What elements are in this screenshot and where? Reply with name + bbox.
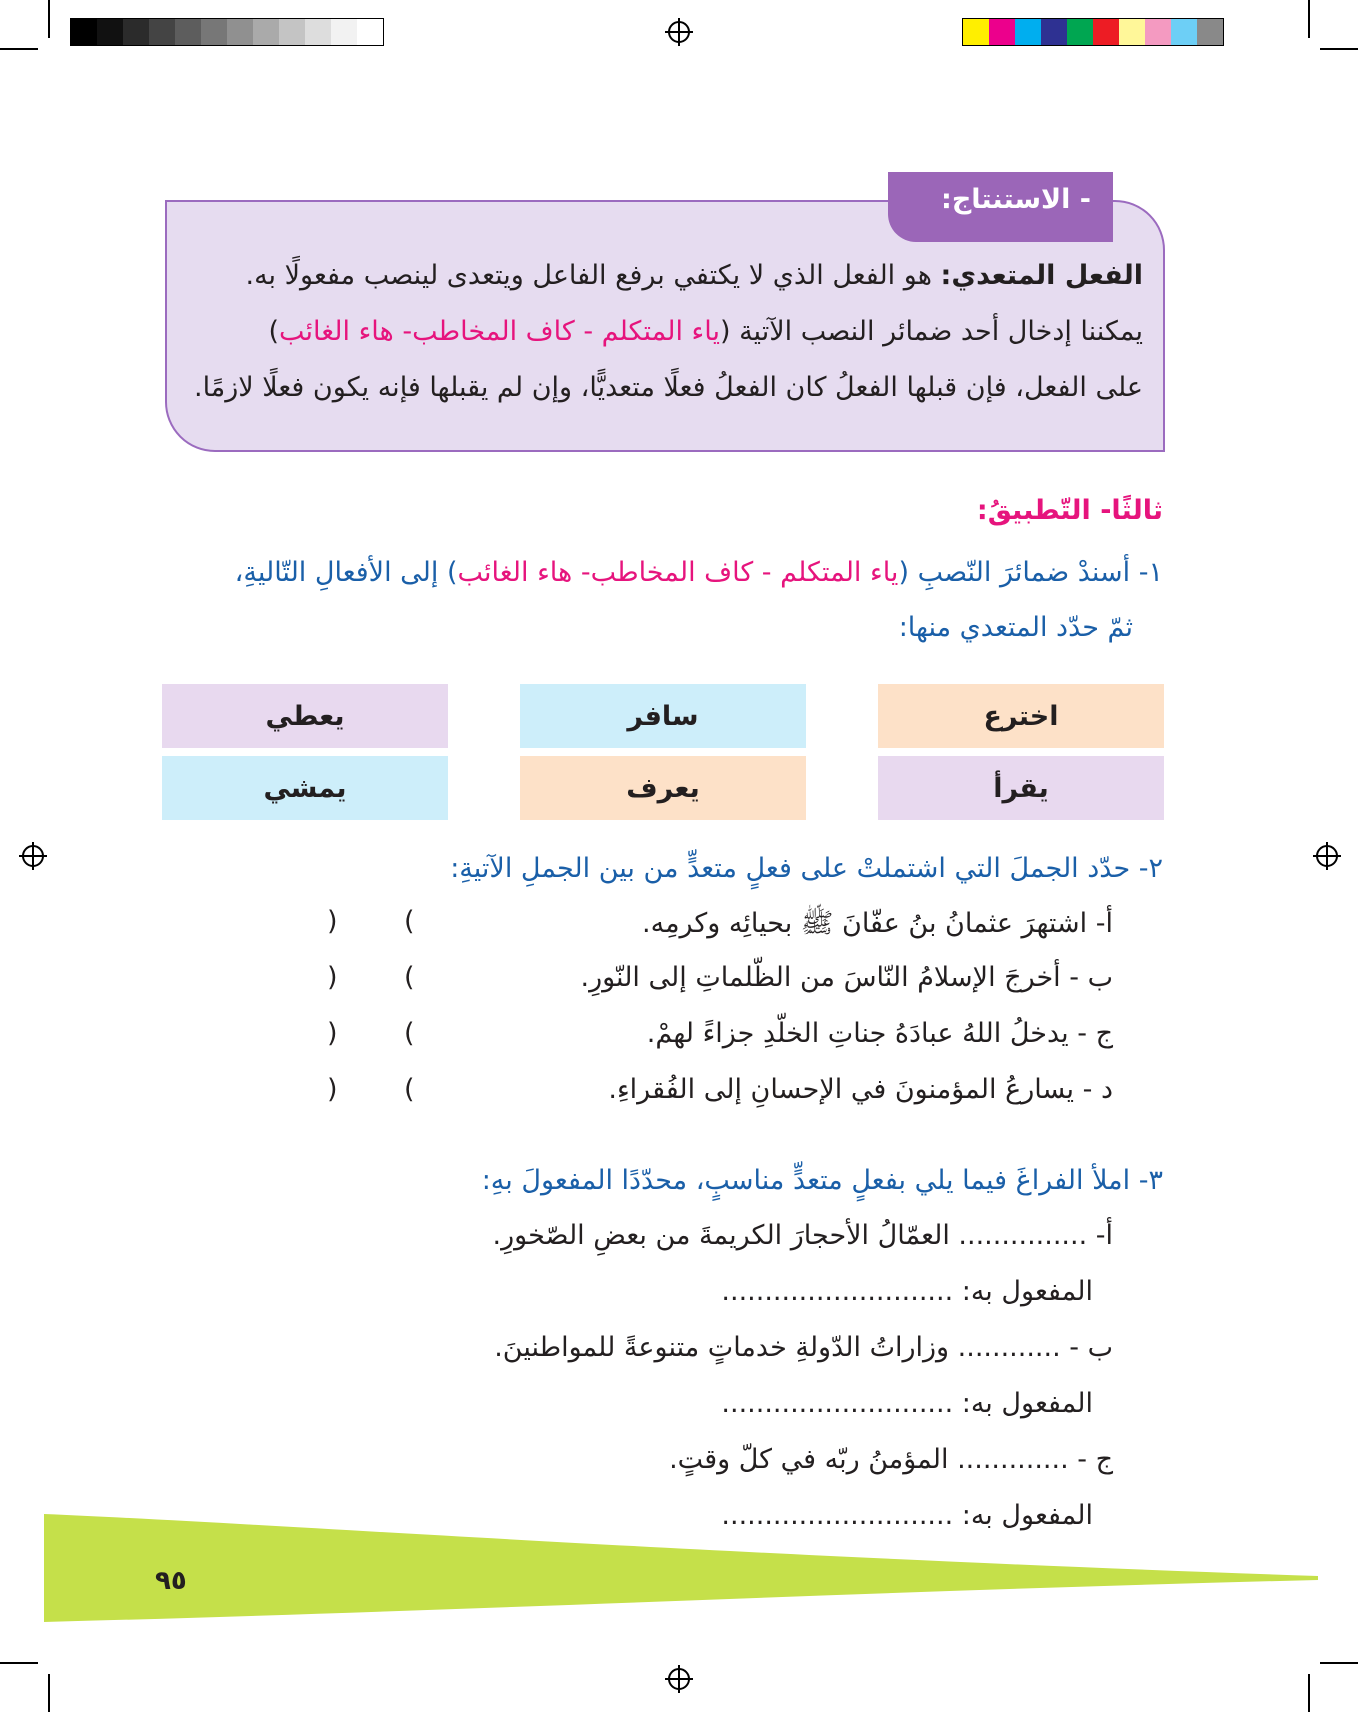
answer-paren-open: ( (404, 962, 415, 993)
question-3-heading: ٣- املأ الفراغَ فيما يلي بفعلٍ متعدٍّ مناسبٍ، محدّدًا المفعولَ بهِ: (481, 1165, 1163, 1196)
conclusion-line-3: على الفعل، فإن قبلها الفعلُ كان الفعلُ فعلًا متعديًّا، وإن لم يقبلها فإنه يكون فعلًا لازمًا. (194, 372, 1143, 403)
verb-cell: يعرف (520, 756, 806, 820)
conclusion-line2-end: ) (268, 316, 280, 347)
answer-paren-close: ) (327, 1074, 338, 1105)
object-label: المفعول به: ........................... (721, 1276, 1093, 1307)
conclusion-term: الفعل المتعدي: (940, 260, 1143, 291)
q1-start: ١- أسندْ ضمائرَ النّصبِ ( (898, 557, 1163, 588)
verb-cell: اخترع (878, 684, 1164, 748)
answer-paren-close: ) (327, 962, 338, 993)
q3-item: ج - ............. المؤمنُ ربّه في كلّ وقتٍ. (669, 1444, 1113, 1475)
answer-paren-open: ( (404, 906, 415, 937)
verb-cell: يعطي (162, 684, 448, 748)
pronouns-highlight: ياء المتكلم - كاف المخاطب- هاء الغائب (279, 316, 720, 347)
answer-paren-open: ( (404, 1074, 415, 1105)
answer-paren-open: ( (404, 1018, 415, 1049)
application-heading: ثالثًا- التّطبيقُ: (976, 495, 1163, 526)
verb-cell: يقرأ (878, 756, 1164, 820)
q2-item: ب - أخرجَ الإسلامُ النّاسَ من الظّلماتِ إلى النّورِ. (580, 962, 1113, 993)
q2-item: أ- اشتهرَ عثمانُ بنُ عفّانَ ﷺ بحيائِه وكرمِه. (642, 908, 1113, 939)
verb-cell: يمشي (162, 756, 448, 820)
conclusion-definition: هو الفعل الذي لا يكتفي برفع الفاعل ويتعدى لينصب مفعولًا به. (245, 260, 941, 291)
conclusion-heading: - الاستنتاج: (941, 184, 1091, 215)
answer-paren-close: ) (327, 1018, 338, 1049)
q1-pronouns: ياء المتكلم - كاف المخاطب- هاء الغائب (457, 557, 899, 588)
page-number: ٩٥ (155, 1566, 187, 1596)
verb-cell: سافر (520, 684, 806, 748)
q3-item: ب - ............ وزاراتُ الدّولةِ خدماتٍ متنوعةً للمواطنينَ. (494, 1332, 1113, 1363)
q3-item: أ- ............... العمّالُ الأحجارَ الكريمةَ من بعضِ الصّخورِ. (492, 1220, 1113, 1251)
question-2-heading: ٢- حدّد الجملَ التي اشتملتْ على فعلٍ متعدٍّ من بين الجملِ الآتيةِ: (450, 853, 1163, 884)
q1-end: ) إلى الأفعالِ التّاليةِ، (234, 557, 458, 588)
answer-paren-close: ) (327, 906, 338, 937)
conclusion-line2-start: يمكننا إدخال أحد ضمائر النصب الآتية ( (719, 316, 1143, 347)
object-label: المفعول به: ........................... (721, 1500, 1093, 1531)
q2-item: ج - يدخلُ اللهُ عبادَهُ جناتِ الخلّدِ جزاءً لهمْ. (646, 1018, 1113, 1049)
q2-item: د - يسارعُ المؤمنونَ في الإحسانِ إلى الفُقراءِ. (608, 1074, 1113, 1105)
object-label: المفعول به: ........................... (721, 1388, 1093, 1419)
question-1-line-2: ثمّ حدّد المتعدي منها: (898, 612, 1133, 643)
